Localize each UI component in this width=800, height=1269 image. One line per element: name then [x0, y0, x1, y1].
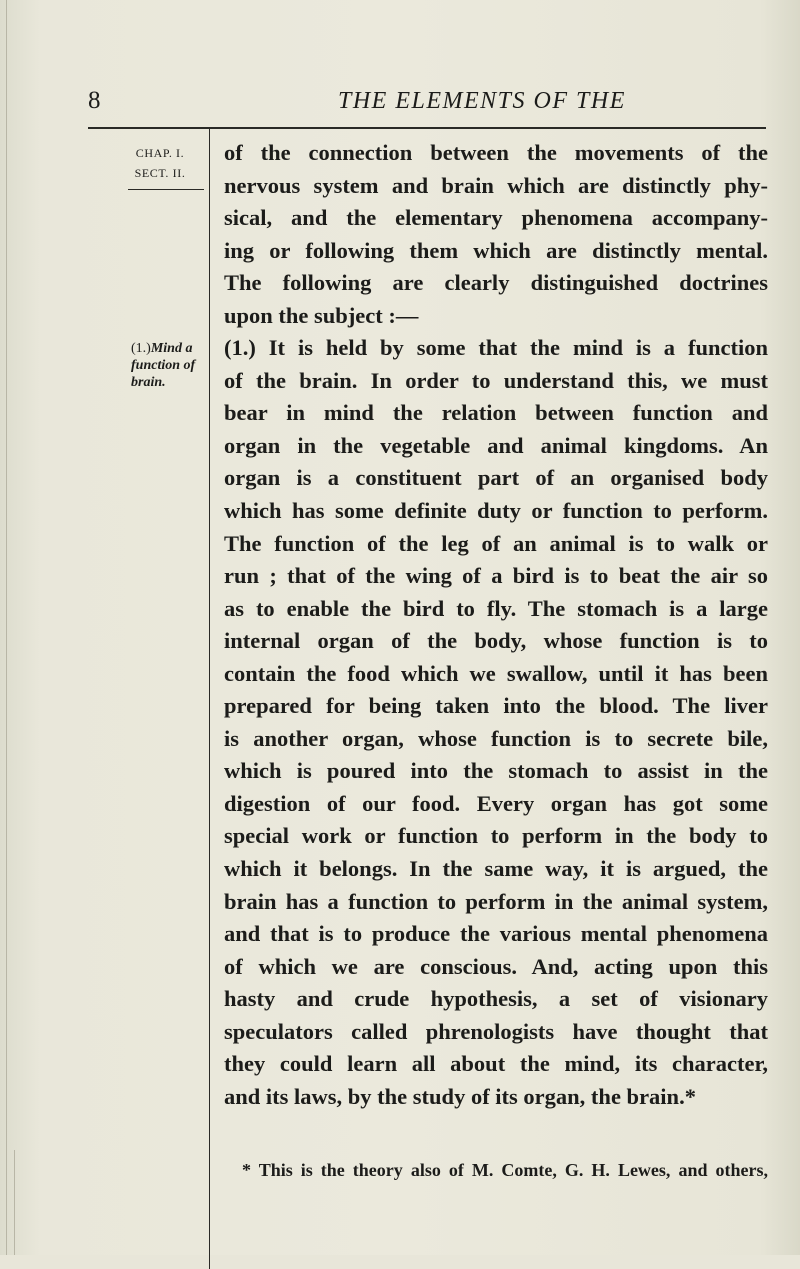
- text-line: The function of the leg of an animal is to walk or: [224, 530, 768, 556]
- marginal-note-line: function of: [131, 358, 196, 373]
- text-line: nervous system and brain which are distinctly phy-: [224, 172, 768, 198]
- header-rule: [88, 127, 766, 129]
- chapter-label: CHAP. I.: [135, 146, 185, 160]
- text-line: hasty and crude hypothesis, a set of visionary: [224, 986, 768, 1012]
- text-line: is another organ, whose function is to secrete bile,: [224, 725, 768, 751]
- text-line: of which we are conscious. And, acting upon this: [224, 953, 768, 979]
- text-line: run ; that of the wing of a bird is to beat the air so: [224, 563, 768, 589]
- text-line: organ is a constituent part of an organised body: [224, 465, 768, 491]
- text-line: bear in mind the relation between function and: [224, 400, 768, 426]
- page-edge-line: [6, 0, 7, 1255]
- text-line: of the brain. In order to understand this, we must: [224, 367, 768, 393]
- text-line: they could learn all about the mind, its character,: [224, 1051, 768, 1077]
- text-line: prepared for being taken into the blood. The liver: [224, 693, 768, 719]
- text-line: brain has a function to perform in the animal system,: [224, 888, 768, 914]
- marginal-note-line: brain.: [131, 375, 166, 390]
- text-line: and its laws, by the study of its organ, the brain.*: [224, 1083, 696, 1109]
- chapter-section-label: [120, 143, 200, 183]
- marginal-note: [131, 340, 209, 391]
- running-header: [88, 86, 768, 116]
- text-line: speculators called phrenologists have thought that: [224, 1018, 768, 1044]
- margin-column-rule: [209, 129, 210, 1269]
- text-line: contain the food which we swallow, until it has been: [224, 660, 768, 686]
- text-line: digestion of our food. Every organ has got some: [224, 790, 768, 816]
- text-line: special work or function to perform in the body to: [224, 823, 768, 849]
- marginal-note-number: (1.): [131, 341, 151, 356]
- margin-divider: [128, 189, 204, 190]
- body-text: [224, 137, 768, 1113]
- text-line: internal organ of the body, whose function is to: [224, 628, 768, 654]
- text-line: organ in the vegetable and animal kingdoms. An: [224, 432, 768, 458]
- text-line: ing or following them which are distinctly mental.: [224, 237, 768, 263]
- running-title: THE ELEMENTS OF THE: [338, 88, 626, 114]
- footnote: * This is the theory also of M. Comte, G. H. Lewes, and others,: [242, 1160, 768, 1180]
- text-line: upon the subject :—: [224, 302, 419, 328]
- text-line: and that is to produce the various mental phenomena: [224, 921, 768, 947]
- text-line: which has some definite duty or function to perform.: [224, 498, 768, 524]
- marginal-note-line: Mind a: [150, 341, 193, 356]
- text-line: (1.) It is held by some that the mind is a function: [224, 335, 768, 361]
- page-number: 8: [88, 87, 101, 114]
- text-line: The following are clearly distinguished doctrines: [224, 270, 768, 296]
- text-line: as to enable the bird to fly. The stomach is a large: [224, 595, 768, 621]
- page-edge-line: [14, 1150, 15, 1255]
- text-line: sical, and the elementary phenomena accompany-: [224, 205, 768, 231]
- text-line: which it belongs. In the same way, it is argued, the: [224, 856, 768, 882]
- text-line: which is poured into the stomach to assist in the: [224, 758, 768, 784]
- text-line: of the connection between the movements of the: [224, 140, 768, 165]
- section-label: SECT. II.: [134, 166, 186, 180]
